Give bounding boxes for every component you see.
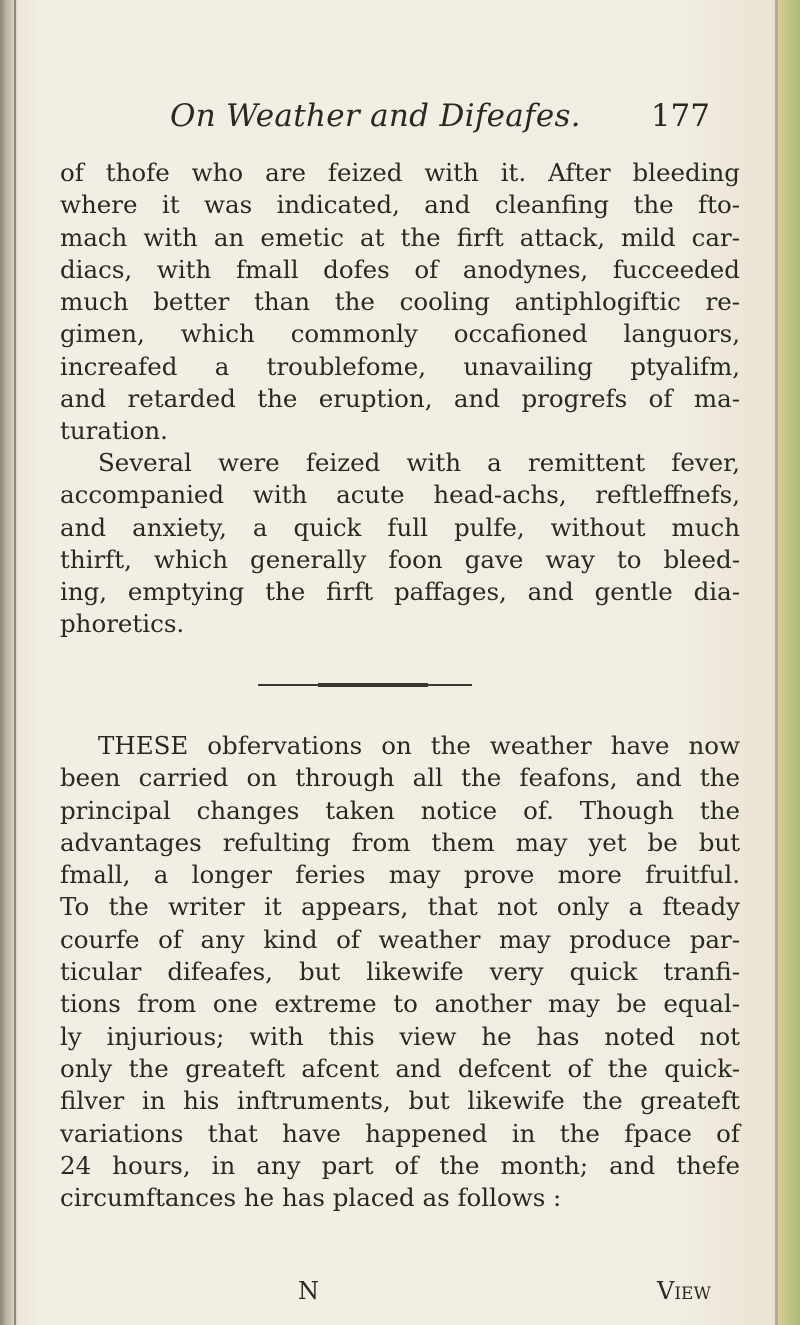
text-line: ticular difeafes, but likewife very quick tranfi- (60, 957, 740, 987)
running-title: On Weather and Difeafes. (170, 98, 581, 134)
paragraph-1 (60, 157, 740, 448)
divider-thick-segment (318, 683, 428, 687)
text-line: and anxiety, a quick full pulfe, without much (60, 512, 740, 542)
text-line: ing, emptying the firft paffages, and gentle dia- (60, 577, 740, 607)
text-line: Several were feized with a remittent fever, (98, 448, 740, 477)
page-right-edge (776, 0, 800, 1325)
text-line: of thofe who are feized with it. After bleeding (60, 158, 740, 187)
text-line: increafed a troublefome, unavailing ptyalifm, (60, 351, 740, 381)
signature-mark: N (298, 1277, 319, 1305)
text-line: phoretics. (60, 609, 185, 639)
paragraph-3 (60, 730, 740, 1214)
page-fold-shadow (775, 0, 778, 1325)
text-line: courfe of any kind of weather may produce par- (60, 924, 740, 954)
text-line: filver in his inftruments, but likewife the greateft (60, 1086, 740, 1116)
text-line: tions from one extreme to another may be equal- (60, 989, 740, 1019)
text-line: gimen, which commonly occafioned languors, (60, 319, 740, 349)
text-line: ly injurious; with this view he has noted not (60, 1021, 740, 1051)
text-line: much better than the cooling antiphlogiftic re- (60, 287, 740, 317)
text-line: THESE obfervations on the weather have now (98, 731, 740, 760)
catchword: View (657, 1277, 711, 1305)
text-line: been carried on through all the feafons, and the (60, 763, 740, 793)
text-line: turation. (60, 416, 168, 446)
text-line: thirft, which generally foon gave way to bleed- (60, 544, 740, 574)
text-line: variations that have happened in the fpace of (60, 1118, 740, 1148)
text-line: 24 hours, in any part of the month; and thefe (60, 1150, 740, 1180)
text-line: principal changes taken notice of. Though the (60, 795, 740, 825)
text-line: and retarded the eruption, and progrefs of ma- (60, 384, 740, 414)
section-divider-rule (258, 683, 472, 687)
text-line: diacs, with fmall dofes of anodynes, fucceeded (60, 254, 740, 284)
page-number: 177 (650, 98, 710, 134)
text-line: accompanied with acute head-achs, reftleffnefs, (60, 480, 740, 510)
text-line: mach with an emetic at the firft attack, mild car- (60, 222, 740, 252)
text-line: only the greateft afcent and defcent of the quick- (60, 1053, 740, 1083)
text-line: circumftances he has placed as follows : (60, 1183, 562, 1213)
text-line: To the writer it appears, that not only a fteady (60, 892, 740, 922)
paragraph-2 (60, 447, 740, 641)
text-line: advantages refulting from them may yet be but (60, 827, 740, 857)
text-line: fmall, a longer feries may prove more fruitful. (60, 860, 740, 890)
page-header (170, 98, 710, 142)
binding-shadow (14, 0, 16, 1325)
text-line: where it was indicated, and cleanfing the fto- (60, 190, 740, 220)
